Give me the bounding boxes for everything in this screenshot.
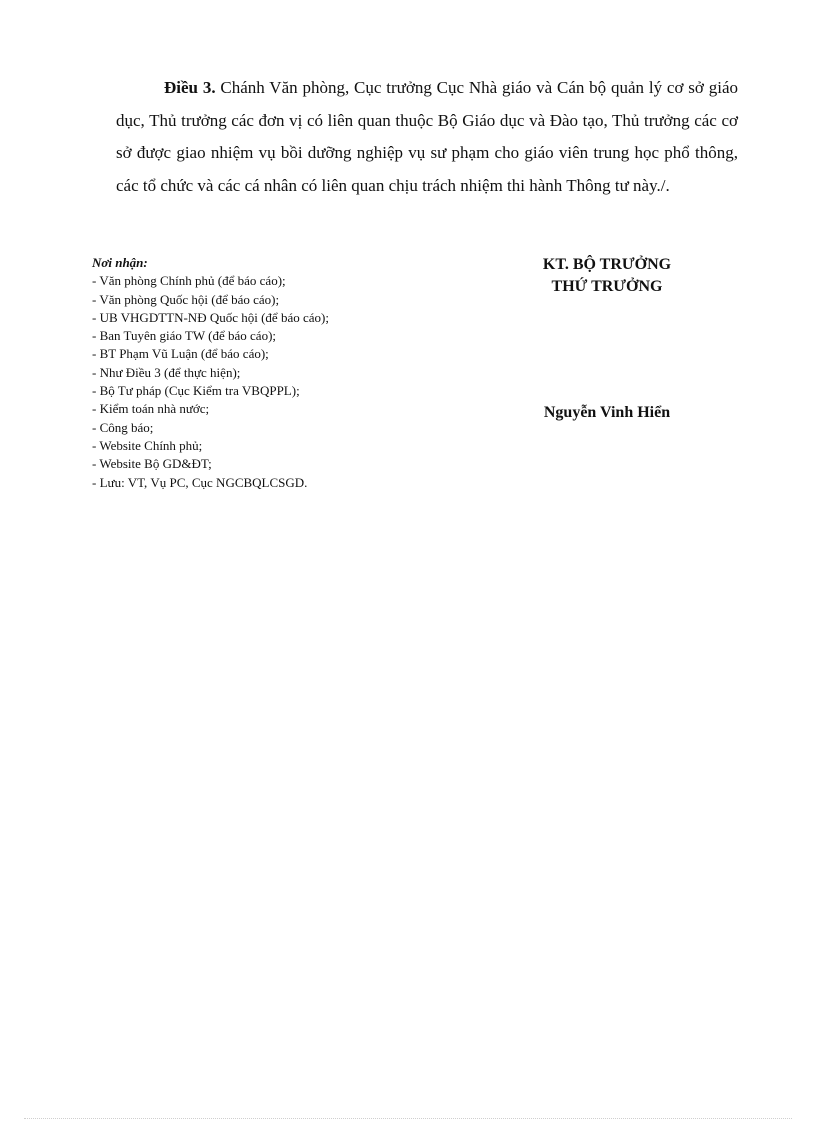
recipient-item: - Bộ Tư pháp (Cục Kiểm tra VBQPPL);: [92, 383, 300, 399]
recipients-list: [92, 272, 432, 492]
signature-title-line1: KT. BỘ TRƯỞNG: [542, 256, 672, 273]
recipient-item: - Như Điều 3 (để thực hiện);: [92, 364, 241, 380]
article-label: Điều 3.: [164, 78, 216, 97]
recipient-item: - Công báo;: [92, 419, 154, 435]
recipients-title: Nơi nhận:: [92, 255, 148, 270]
signature-title-line2: THỨ TRƯỞNG: [551, 278, 663, 295]
recipient-item: - BT Phạm Vũ Luận (để báo cáo);: [92, 346, 269, 362]
page-bottom-divider: [24, 1118, 792, 1119]
recipient-item: - Kiểm toán nhà nước;: [92, 401, 210, 417]
signer-name: Nguyễn Vinh Hiển: [543, 404, 671, 421]
recipient-item: - Website Chính phủ;: [92, 437, 203, 453]
signature-block: [498, 254, 716, 424]
recipient-item: - Ban Tuyên giáo TW (để báo cáo);: [92, 328, 277, 344]
recipient-item: - Website Bộ GD&ĐT;: [92, 456, 212, 472]
recipient-item: - Văn phòng Quốc hội (để báo cáo);: [92, 291, 280, 307]
recipient-item: - Văn phòng Chính phủ (để báo cáo);: [92, 273, 286, 289]
recipient-item: - Lưu: VT, Vụ PC, Cục NGCBQLCSGD.: [92, 474, 308, 490]
article-text: Chánh Văn phòng, Cục trưởng Cục Nhà giáo và Cán bộ quản lý cơ sở giáo dục, Thủ trưởng các đơn vị có liên quan thuộc Bộ Giáo dục và Đào tạo, Thủ trưởng các cơ sở được giao nhiệm vụ bồi dưỡng nghiệp vụ sư phạm cho giáo viên trung học phổ thông, các tổ chức và các cá nhân có liên quan chịu trách nhiệm thi hành Thông tư này./.: [116, 78, 738, 195]
article-3-paragraph: [116, 72, 738, 202]
recipient-item: - UB VHGDTTN-NĐ Quốc hội (để báo cáo);: [92, 309, 329, 325]
recipients-block: [92, 254, 432, 492]
